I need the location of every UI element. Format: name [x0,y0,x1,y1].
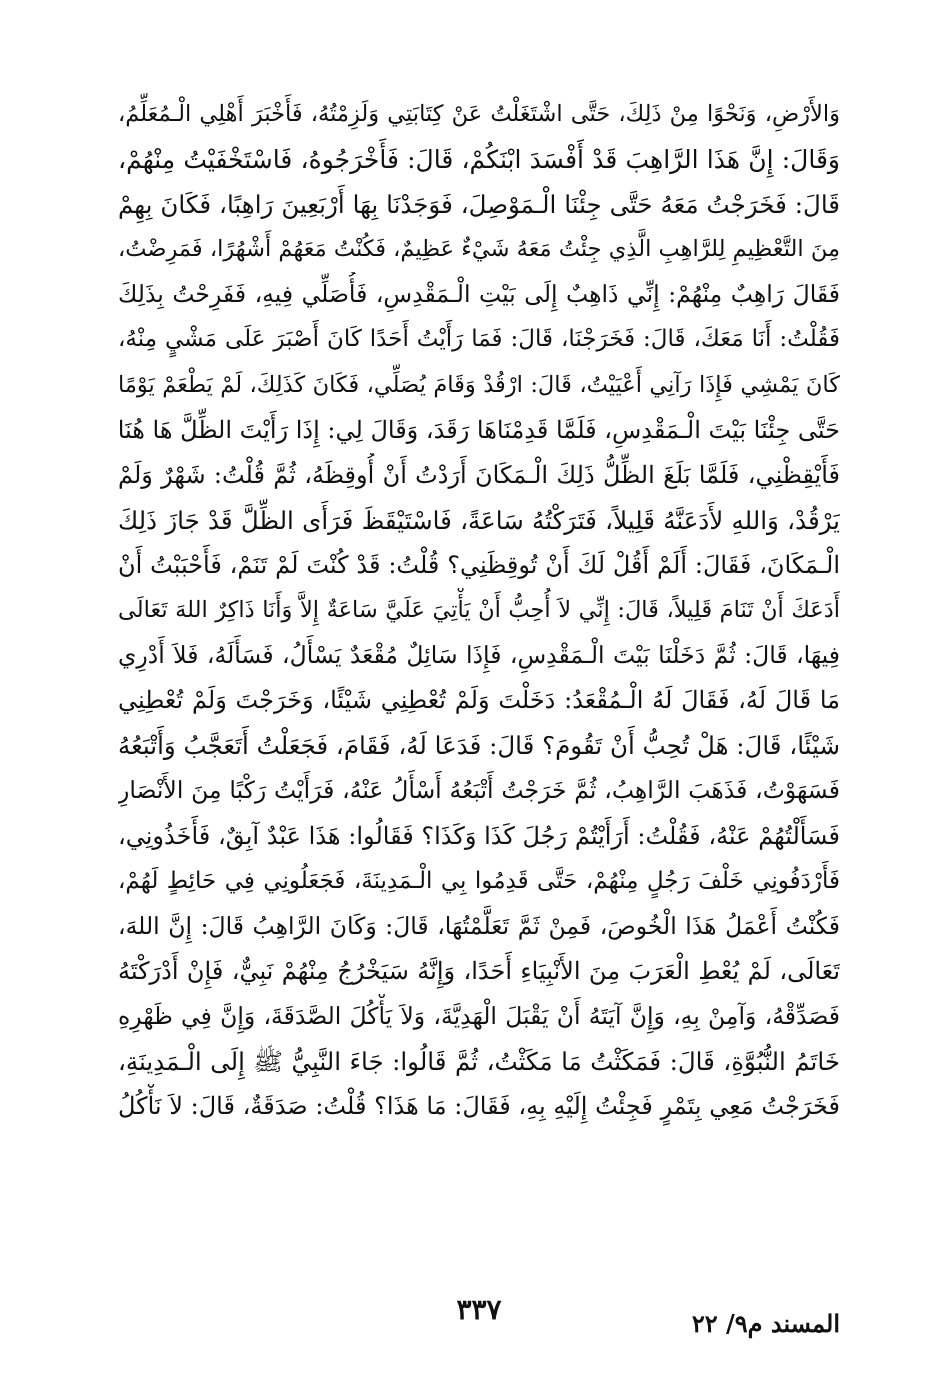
text-line-23: فَخَرَجْتُ مَعِي بِتَمْرٍ فَجِئْتُ إِلَيْهِ بِهِ، فَقَالَ: مَا هَذَا؟ قُلْتُ: صَدَقَةٌ، قَالَ: لاَ نَأْكُلُ [118,1092,840,1121]
text-line-1: وَالأَرْضِ، وَنَحْوًا مِنْ ذَلِكَ، حَتَّى اشْتَغَلْتُ عَنْ كِتَابَتِي وَلَزِمْتُهُ، فَأَخْبَرَ أَهْلِي الْـمُعَلِّمُ، [118,101,840,127]
text-line-9: فَأَيْقِظْنِي، فَلَمَّا بَلَغَ الظِّلُّ ذَلِكَ الْـمَكَانَ أَرَدْتُ أَنْ أُوقِظَهُ، ثُمَّ قُلْتُ: شَهْرٌ وَلَمْ [118,460,840,489]
text-line-18: فَأَرْدَفُونِي خَلْفَ رَجُلٍ مِنْهُمْ، حَتَّى قَدِمُوا بِي الْـمَدِينَةَ، فَجَعَلُونِي فِي حَائِطٍ لَهُمْ، [118,867,840,894]
signature-mark: المسند م٩/ ٢٢ [691,1309,840,1338]
text-line-11: الْـمَكَانَ، فَقَالَ: أَلَمْ أَقُلْ لَكَ أَنْ تُوقِظَنِي؟ قُلْتُ: قَدْ كُنْتَ لَمْ تَنَمْ، فَأَحْبَبْتُ أَنْ [118,550,840,579]
text-line-2: وَقَالَ: إِنَّ هَذَا الرَّاهِبَ قَدْ أَفْسَدَ ابْنَكُمْ، قَالَ: فَأَخْرَجُوهُ، فَاسْتَخْفَيْتُ مِنْهُمْ، [118,145,840,175]
text-line-3: قَالَ: فَخَرَجْتُ مَعَهُ حَتَّى جِئْنَا الْـمَوْصِلَ، فَوَجَدْنَا بِهَا أَرْبَعِينَ رَاهِبًا، فَكَانَ بِهِمْ [118,190,840,220]
text-line-13: فِيهَا، قَالَ: ثُمَّ دَخَلْنَا بَيْتَ الْـمَقْدِسِ، فَإِذَا سَائِلٌ مُقْعَدٌ يَسْأَلُ، فَسَأَلَهُ، فَلاَ أَدْرِي [118,641,840,670]
text-line-21: فَصَدِّقْهُ، وَآمِنْ بِهِ، وَإِنَّ آيَتَهُ أَنْ يَقْبَلَ الْهَدِيَّةَ، وَلاَ يَأْكُلَ الصَّدَقَةَ، وَإِنَّ فِي ظَهْرِهِ [118,1001,840,1030]
text-line-8: حَتَّى جِئْنَا بَيْتَ الْـمَقْدِسِ، فَلَمَّا قَدِمْنَاهَا رَقَدَ، وَقَالَ لِي: إِذَا رَأَيْتَ الظِّلَّ هَا هُنَا [118,415,840,444]
page-number: ٣٣٧ [456,1293,502,1326]
text-line-20: تَعَالَى، لَمْ يُعْطِ الْعَرَبَ مِنَ الأَنْبِيَاءِ أَحَدًا، وَإِنَّهُ سَيَخْرُجُ مِنْهُمْ نَبِيٌّ، فَإِنْ أَدْرَكْتَهُ [118,956,840,985]
text-line-7: كَانَ يَمْشِي فَإِذَا رَآنِي أَعْيَيْتُ، قَالَ: ارْقُدْ وَقَامَ يُصَلِّي، فَكَانَ كَذَلِكَ، لَمْ يَطْعَمْ يَوْمًا [118,371,840,398]
body-text [118,92,840,1129]
text-line-4: مِنَ التَّعْظِيمِ لِلرَّاهِبِ الَّذِي جِئْتُ مَعَهُ شَيْءٌ عَظِيمٌ، فَكُنْتُ مَعَهُمْ أَشْهُرًا، فَمَرِضْتُ، [118,236,840,263]
text-line-14: مَا قَالَ لَهُ، فَقَالَ لَهُ الْـمُقْعَدُ: دَخَلْتَ وَلَمْ تُعْطِنِي شَيْئًا، وَخَرَجْتَ وَلَمْ تُعْطِنِي [118,686,840,715]
text-line-12: أَدَعَكَ أَنْ تَنَامَ قَلِيلاً، قَالَ: إِنِّي لاَ أُحِبُّ أَنْ يَأْتِيَ عَلَيَّ سَاعَةٌ إِلاَّ وَأَنَا ذَاكِرٌ اللهَ تَعَالَى [118,597,840,624]
text-line-10: يَرْقُدْ، وَاللهِ لأَدَعَنَّهُ قَلِيلاً، فَتَرَكْتُهُ سَاعَةً، فَاسْتَيْقَظَ فَرَأَى الظِّلَّ قَدْ جَازَ ذَلِكَ [118,505,840,535]
text-line-22: خَاتَمُ النُّبُوَّةِ، قَالَ: فَمَكَثْتُ مَا مَكَثْتُ، ثُمَّ قَالُوا: جَاءَ النَّبِيُّ ﷺ إِلَى الْـمَدِينَةِ، [118,1046,840,1076]
text-line-5: فَقَالَ رَاهِبٌ مِنْهُمْ: إِنِّي ذَاهِبٌ إِلَى بَيْتِ الْـمَقْدِسِ، فَأُصَلِّي فِيهِ، فَفَرِحْتُ بِذَلِكَ [118,280,840,309]
text-line-16: فَسَهَوْتُ، فَذَهَبَ الرَّاهِبُ، ثُمَّ خَرَجْتُ أَتْبَعُهُ أَسْأَلُ عَنْهُ، فَرَأَيْتُ رَكْبًا مِنَ الأَنْصَارِ [118,776,840,805]
page-footer [118,1290,840,1338]
text-line-6: فَقُلْتُ: أَنَا مَعَكَ، قَالَ: فَخَرَجْنَا، قَالَ: فَمَا رَأَيْتُ أَحَدًا كَانَ أَصْبَرَ عَلَى مَشْيٍ مِنْهُ، [118,326,840,353]
text-line-15: شَيْئًا، قَالَ: هَلْ تُحِبُّ أَنْ تَقُومَ؟ قَالَ: فَدَعَا لَهُ، فَقَامَ، فَجَعَلْتُ أَتَعَجَّبُ وَأَتْبَعُهُ [118,731,840,761]
text-line-19: فَكُنْتُ أَعْمَلُ هَذَا الْخُوصَ، فَمِنْ ثَمَّ تَعَلَّمْتُهَا، قَالَ: وَكَانَ الرَّاهِبُ قَالَ: إِنَّ اللهَ، [118,911,840,940]
text-line-17: فَسَأَلْتُهُمْ عَنْهُ، فَقُلْتُ: أَرَأَيْتُمْ رَجُلَ كَذَا وَكَذَا؟ فَقَالُوا: هَذَا عَبْدٌ آبِقٌ، فَأَخَذُونِي، [118,821,840,850]
